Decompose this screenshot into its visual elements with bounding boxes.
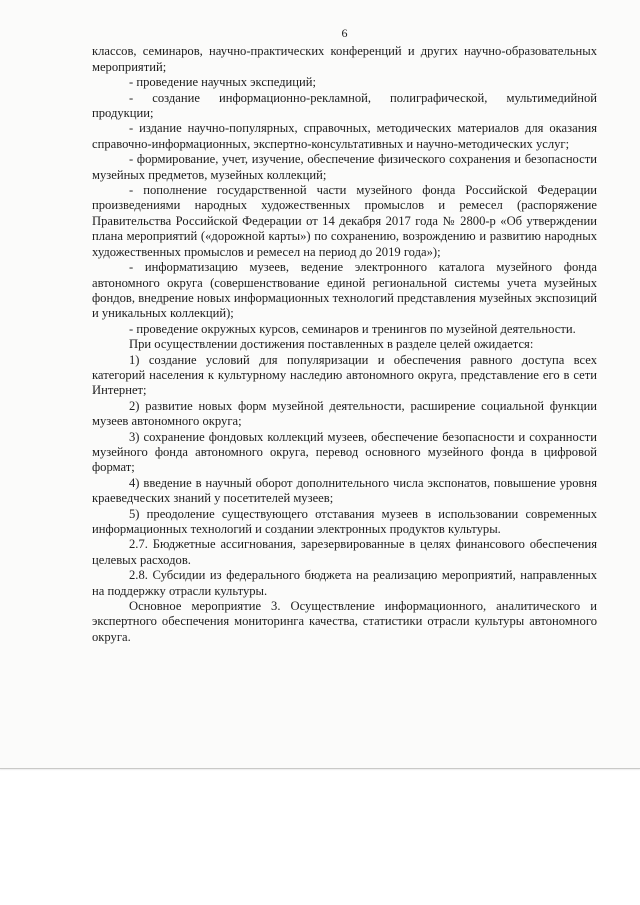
expected-result-2: 2) развитие новых форм музейной деятельности, расширение социальной функции музеев автономного округа; — [92, 398, 597, 429]
list-item-museum-fund-crafts: - пополнение государственной части музейного фонда Российской Федерации произведениями народных художественных промыслов и ремесел (распоряжение Правительства Российской Федерации от 14 декабря 2017 года № 2800-р «Об утверждении плана мероприятий («дорожной карты») по сохранению, возрождению и развитию народных художественных промыслов и ремесел на период до 2019 года»); — [92, 183, 597, 259]
list-item-publishing: - издание научно-популярных, справочных, методических материалов для оказания справочно-информационных, экспертно-консультативных и научно-методических услуг; — [92, 121, 597, 151]
list-item-expeditions: - проведение научных экспедиций; — [129, 75, 316, 90]
expected-result-4: 4) введение в научный оборот дополнительного числа экспонатов, повышение уровня краеведческих знаний у посетителей музеев; — [92, 475, 597, 506]
document-page — [92, 26, 597, 645]
list-item-collections-safety: - формирование, учет, изучение, обеспечение физического сохранения и безопасности музейных предметов, музейных коллекций; — [92, 152, 597, 182]
section-2-7: 2.7. Бюджетные ассигнования, зарезервированные в целях финансового обеспечения целевых расходов. — [92, 537, 597, 567]
paragraph-continuation: классов, семинаров, научно-практических конференций и других научно-образовательных мероприятий; — [92, 44, 597, 74]
section-2-8: 2.8. Субсидии из федерального бюджета на реализацию мероприятий, направленных на поддержку отрасли культуры. — [92, 568, 597, 598]
expected-result-1: 1) создание условий для популяризации и обеспечения равного доступа всех категорий населения к культурному наследию автономного округа, представление его в сети Интернет; — [92, 352, 597, 398]
main-activity-3: Основное мероприятие 3. Осуществление информационного, аналитического и экспертного обеспечения мониторинга качества, статистики отрасли культуры автономного округа. — [92, 599, 597, 644]
expected-results-intro: При осуществлении достижения поставленных в разделе целей ожидается: — [129, 337, 534, 352]
page-number: 6 — [341, 26, 348, 40]
expected-result-3: 3) сохранение фондовых коллекций музеев, обеспечение безопасности и сохранности музейного фонда автономного округа, перевод основного музейного фонда в цифровой формат; — [92, 429, 597, 475]
list-item-informatization: - информатизацию музеев, ведение электронного каталога музейного фонда автономного округа (совершенствование единой региональной системы учета музейных фондов, внедрение новых информационных технологий представления музейных экспозиций и уникальных коллекций); — [92, 260, 597, 321]
expected-result-5: 5) преодоление существующего отставания музеев в использовании современных информационных технологий и создании электронных продуктов культуры. — [92, 506, 597, 536]
list-item-advertising-products: - создание информационно-рекламной, полиграфической, мультимедийной продукции; — [92, 90, 597, 121]
list-item-courses: - проведение окружных курсов, семинаров и тренингов по музейной деятельности. — [129, 321, 576, 336]
